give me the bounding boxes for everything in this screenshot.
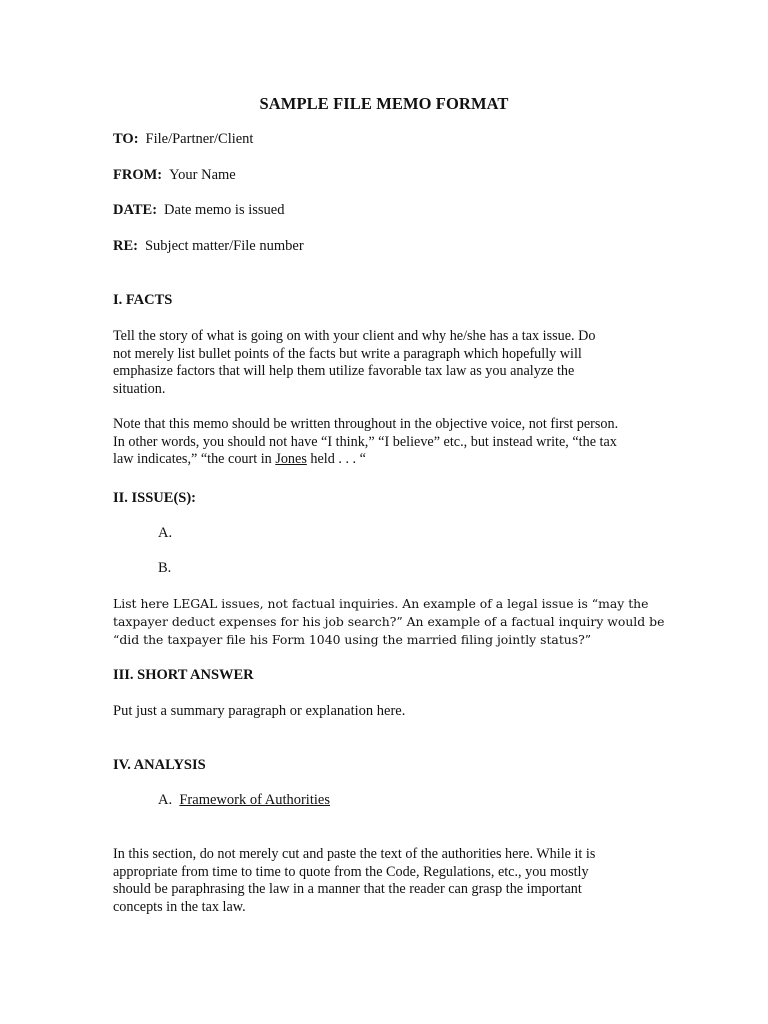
case-name-jones: Jones: [275, 451, 307, 468]
analysis-paragraph: [113, 846, 643, 916]
page-title: SAMPLE FILE MEMO FORMAT: [259, 94, 509, 113]
facts-p2-line: Note that this memo should be written throughout in the objective voice, not first person.: [113, 416, 619, 432]
to-label: TO:: [113, 131, 139, 147]
re-value: Subject matter/File number: [144, 238, 304, 254]
analysis-line: concepts in the tax law.: [113, 898, 246, 915]
facts-p2-line3-pre: law indicates,” “the court in: [113, 451, 276, 468]
issues-heading: II. ISSUE(S):: [113, 490, 196, 506]
analysis-heading: IV. ANALYSIS: [113, 757, 206, 773]
from-line: [113, 167, 236, 184]
analysis-line: should be paraphrasing the law in a manner that the reader can grasp the important: [113, 881, 582, 898]
re-line: [113, 238, 304, 255]
facts-p2-line: In other words, you should not have “I think,” “I believe” etc., but instead write, “the tax: [113, 433, 617, 450]
facts-p1-line: Tell the story of what is going on with your client and why he/she has a tax issue. Do: [113, 328, 596, 344]
date-line: [113, 202, 284, 219]
issues-line: taxpayer deduct expenses for his job search?” An example of a factual inquiry would be: [113, 614, 665, 629]
facts-paragraph-1: [113, 328, 643, 398]
analysis-subheading: [158, 792, 330, 809]
from-label: FROM:: [113, 167, 163, 183]
facts-paragraph-2: [113, 416, 643, 469]
short-answer-text: Put just a summary paragraph or explanation here.: [113, 703, 406, 719]
issues-line: “did the taxpayer file his Form 1040 using the married filing jointly status?”: [113, 632, 592, 647]
facts-heading: I. FACTS: [113, 292, 173, 308]
facts-p2-line-3: [113, 451, 643, 469]
date-value: Date memo is issued: [164, 202, 285, 218]
analysis-line: In this section, do not merely cut and paste the text of the authorities here. While it is: [113, 846, 596, 862]
facts-p1-line: not merely list bullet points of the facts but write a paragraph which hopefully will: [113, 345, 582, 362]
issues-paragraph: [113, 595, 665, 649]
to-value: File/Partner/Client: [145, 131, 254, 147]
issue-item-b: B.: [158, 560, 172, 576]
analysis-line: appropriate from time to time to quote from the Code, Regulations, etc., you mostly: [113, 863, 589, 880]
from-value: Your Name: [169, 167, 236, 183]
facts-p1-line: emphasize factors that will help them utilize favorable tax law as you analyze the: [113, 363, 575, 380]
analysis-sub-label: A.: [158, 792, 173, 808]
short-answer-heading: III. SHORT ANSWER: [113, 667, 254, 683]
to-line: [113, 131, 253, 148]
issues-line: List here LEGAL issues, not factual inquiries. An example of a legal issue is “may the: [113, 596, 649, 611]
facts-p1-line: situation.: [113, 380, 166, 397]
issue-item-a: A.: [158, 525, 173, 541]
re-label: RE:: [113, 238, 138, 254]
facts-p2-line3-post: held . . . “: [306, 451, 366, 468]
analysis-sub-title: Framework of Authorities: [179, 792, 330, 808]
date-label: DATE:: [113, 202, 158, 218]
